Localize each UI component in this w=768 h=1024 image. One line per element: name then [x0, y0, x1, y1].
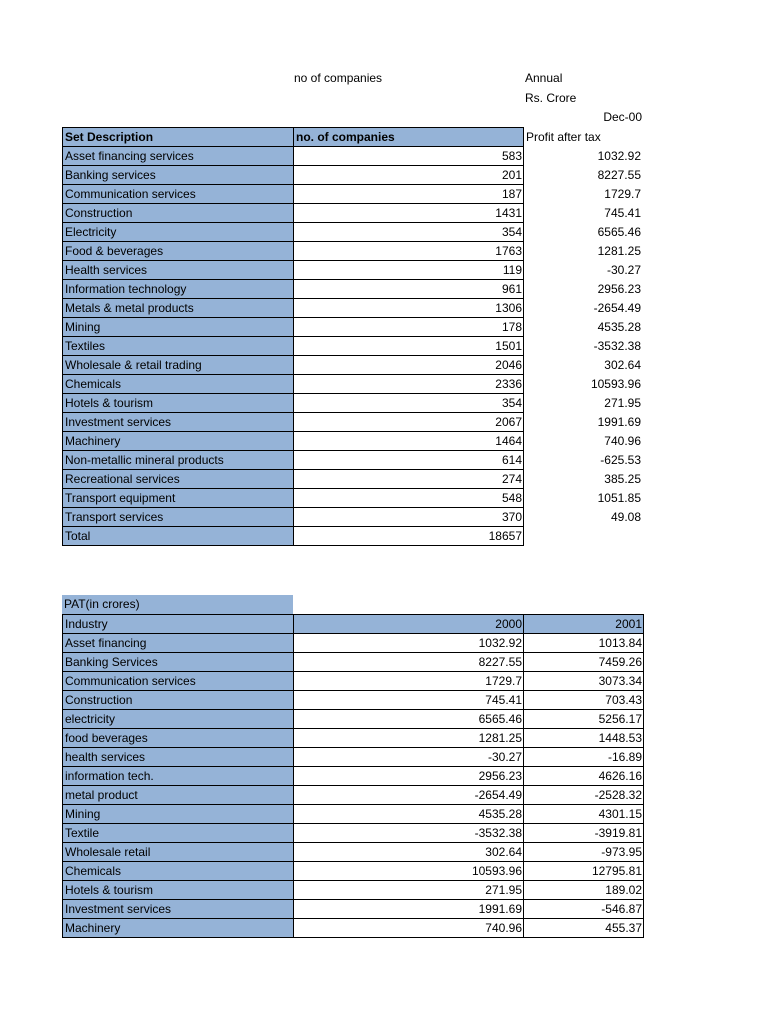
company-count-cell[interactable]: 614: [294, 451, 524, 470]
company-count-cell[interactable]: 354: [294, 223, 524, 242]
profit-cell[interactable]: 271.95: [604, 396, 641, 410]
company-count-cell[interactable]: 2067: [294, 413, 524, 432]
pat-2001-cell[interactable]: 703.43: [524, 691, 644, 710]
profit-cell[interactable]: 1991.69: [597, 415, 641, 429]
industry-cell[interactable]: Hotels & tourism: [63, 881, 294, 900]
set-description-cell[interactable]: Hotels & tourism: [63, 394, 294, 413]
set-description-cell[interactable]: Transport services: [63, 508, 294, 527]
table-row: [63, 223, 643, 242]
pat-2000-cell[interactable]: 6565.46: [294, 710, 524, 729]
header-profit-after-tax[interactable]: Profit after tax: [526, 130, 601, 144]
table-row: [63, 147, 643, 166]
pat-2001-cell[interactable]: -973.95: [524, 843, 644, 862]
set-description-cell[interactable]: Health services: [63, 261, 294, 280]
set-description-cell[interactable]: Mining: [63, 318, 294, 337]
pat-2001-cell[interactable]: 5256.17: [524, 710, 644, 729]
pat-2001-cell[interactable]: 455.37: [524, 919, 644, 938]
pat-table: [62, 614, 644, 938]
header-set-description[interactable]: Set Description: [63, 128, 294, 147]
companies-table: [62, 127, 643, 546]
set-description-cell[interactable]: Construction: [63, 204, 294, 223]
table-row: [63, 691, 644, 710]
profit-cell[interactable]: 8227.55: [597, 168, 641, 182]
empty-cell: [524, 527, 643, 546]
header-no-of-companies[interactable]: no. of companies: [294, 128, 524, 147]
industry-cell[interactable]: Mining: [63, 805, 294, 824]
table-row: [63, 185, 643, 204]
company-count-cell[interactable]: 1763: [294, 242, 524, 261]
profit-cell[interactable]: -3532.38: [593, 339, 641, 353]
table-row: [63, 166, 643, 185]
pat-2001-cell[interactable]: 1013.84: [524, 634, 644, 653]
industry-cell[interactable]: Chemicals: [63, 862, 294, 881]
profit-cell[interactable]: 385.25: [604, 472, 641, 486]
table-row: [63, 710, 644, 729]
profit-cell[interactable]: 2956.23: [597, 282, 641, 296]
pat-2001-cell[interactable]: 3073.34: [524, 672, 644, 691]
table-row: [63, 432, 643, 451]
table-row: [63, 261, 643, 280]
table-row: [63, 337, 643, 356]
table-row: [63, 242, 643, 261]
pat-2001-cell[interactable]: 1448.53: [524, 729, 644, 748]
pat-2001-cell[interactable]: -16.89: [524, 748, 644, 767]
company-count-cell[interactable]: 274: [294, 470, 524, 489]
pat-2000-cell[interactable]: 745.41: [294, 691, 524, 710]
company-count-cell[interactable]: 548: [294, 489, 524, 508]
company-count-cell[interactable]: 354: [294, 394, 524, 413]
set-description-cell[interactable]: Non-metallic mineral products: [63, 451, 294, 470]
industry-cell[interactable]: Banking Services: [63, 653, 294, 672]
pat-2000-cell[interactable]: 8227.55: [294, 653, 524, 672]
pat-2000-cell[interactable]: 740.96: [294, 919, 524, 938]
industry-cell[interactable]: metal product: [63, 786, 294, 805]
company-count-cell[interactable]: 2046: [294, 356, 524, 375]
pat-2001-cell[interactable]: 4301.15: [524, 805, 644, 824]
set-description-cell[interactable]: Communication services: [63, 185, 294, 204]
set-description-cell[interactable]: Wholesale & retail trading: [63, 356, 294, 375]
set-description-cell[interactable]: Recreational services: [63, 470, 294, 489]
pat-2000-cell[interactable]: 271.95: [294, 881, 524, 900]
company-count-cell[interactable]: 1431: [294, 204, 524, 223]
pat-2000-cell[interactable]: 1281.25: [294, 729, 524, 748]
no-of-companies-heading: no of companies: [294, 71, 383, 85]
profit-cell[interactable]: -625.53: [600, 453, 641, 467]
company-count-cell[interactable]: 1306: [294, 299, 524, 318]
date-label: Dec-00: [603, 110, 642, 124]
set-description-cell[interactable]: Transport equipment: [63, 489, 294, 508]
table-row: [63, 280, 643, 299]
pat-2001-cell[interactable]: 7459.26: [524, 653, 644, 672]
profit-cell[interactable]: 1281.25: [597, 244, 641, 258]
table-row: [63, 919, 644, 938]
pat-2001-cell[interactable]: 189.02: [524, 881, 644, 900]
header-2000[interactable]: 2000: [294, 615, 524, 634]
profit-cell[interactable]: 1729.7: [604, 187, 641, 201]
set-description-cell[interactable]: Asset financing services: [63, 147, 294, 166]
table-row: [63, 672, 644, 691]
set-description-cell[interactable]: Metals & metal products: [63, 299, 294, 318]
industry-cell[interactable]: food beverages: [63, 729, 294, 748]
table-row: [63, 394, 643, 413]
company-count-cell[interactable]: 370: [294, 508, 524, 527]
industry-cell[interactable]: health services: [63, 748, 294, 767]
table-row: [63, 843, 644, 862]
company-count-cell[interactable]: 187: [294, 185, 524, 204]
industry-cell[interactable]: Construction: [63, 691, 294, 710]
table-row: [63, 748, 644, 767]
table-row: [63, 356, 643, 375]
pat-2001-cell[interactable]: -546.87: [524, 900, 644, 919]
pat-2000-cell[interactable]: -3532.38: [294, 824, 524, 843]
industry-cell[interactable]: Machinery: [63, 919, 294, 938]
table-row: [63, 470, 643, 489]
profit-cell[interactable]: 745.41: [604, 206, 641, 220]
table-row: [63, 634, 644, 653]
company-count-cell[interactable]: 2336: [294, 375, 524, 394]
company-count-cell[interactable]: 1464: [294, 432, 524, 451]
table-row: [63, 881, 644, 900]
pat-2000-cell[interactable]: 1729.7: [294, 672, 524, 691]
table-row: [63, 862, 644, 881]
profit-cell[interactable]: 1032.92: [597, 149, 641, 163]
table-row: [63, 375, 643, 394]
pat-2001-cell[interactable]: -3919.81: [524, 824, 644, 843]
pat-2000-cell[interactable]: 4535.28: [294, 805, 524, 824]
set-description-cell[interactable]: Banking services: [63, 166, 294, 185]
company-count-cell[interactable]: 119: [294, 261, 524, 280]
total-count-cell[interactable]: 18657: [294, 527, 524, 546]
set-description-cell[interactable]: Electricity: [63, 223, 294, 242]
profit-cell[interactable]: 49.08: [610, 510, 641, 524]
total-row: [63, 527, 643, 546]
industry-cell[interactable]: Wholesale retail: [63, 843, 294, 862]
company-count-cell[interactable]: 1501: [294, 337, 524, 356]
company-count-cell[interactable]: 201: [294, 166, 524, 185]
pat-2000-cell[interactable]: 1991.69: [294, 900, 524, 919]
table-row: [63, 729, 644, 748]
pat-2000-cell[interactable]: 302.64: [294, 843, 524, 862]
set-description-cell[interactable]: Food & beverages: [63, 242, 294, 261]
pat-2000-cell[interactable]: 1032.92: [294, 634, 524, 653]
table-row: [63, 451, 643, 470]
table-row: [63, 653, 644, 672]
profit-cell[interactable]: 740.96: [604, 434, 641, 448]
table-header-row: [63, 128, 643, 147]
annual-label: Annual: [525, 71, 563, 85]
industry-cell[interactable]: information tech.: [63, 767, 294, 786]
table-row: [63, 489, 643, 508]
table-row: [63, 299, 643, 318]
profit-cell[interactable]: 10593.96: [590, 377, 641, 391]
company-count-cell[interactable]: 178: [294, 318, 524, 337]
currency-label: Rs. Crore: [525, 91, 577, 105]
profit-cell[interactable]: 4535.28: [597, 320, 641, 334]
header-2001[interactable]: 2001: [524, 615, 644, 634]
set-description-cell[interactable]: Machinery: [63, 432, 294, 451]
table-row: [63, 318, 643, 337]
industry-cell[interactable]: electricity: [63, 710, 294, 729]
table-row: [63, 508, 643, 527]
pat-2001-cell[interactable]: 12795.81: [524, 862, 644, 881]
profit-cell[interactable]: 6565.46: [597, 225, 641, 239]
table-row: [63, 900, 644, 919]
table-row: [63, 204, 643, 223]
pat-2000-cell[interactable]: 2956.23: [294, 767, 524, 786]
industry-cell[interactable]: Communication services: [63, 672, 294, 691]
pat-2000-cell[interactable]: -2654.49: [294, 786, 524, 805]
company-count-cell[interactable]: 961: [294, 280, 524, 299]
set-description-cell[interactable]: Information technology: [63, 280, 294, 299]
set-description-cell[interactable]: Investment services: [63, 413, 294, 432]
profit-cell[interactable]: 302.64: [604, 358, 641, 372]
table-header-row: [63, 615, 644, 634]
industry-cell[interactable]: Textile: [63, 824, 294, 843]
table-row: [63, 786, 644, 805]
table-row: [63, 413, 643, 432]
pat-2000-cell[interactable]: 10593.96: [294, 862, 524, 881]
total-label-cell[interactable]: Total: [63, 527, 294, 546]
industry-cell[interactable]: Asset financing: [63, 634, 294, 653]
industry-cell[interactable]: Investment services: [63, 900, 294, 919]
profit-cell[interactable]: -2654.49: [593, 301, 641, 315]
profit-cell[interactable]: 1051.85: [597, 491, 641, 505]
table-row: [63, 767, 644, 786]
pat-2000-cell[interactable]: -30.27: [294, 748, 524, 767]
pat-table-title: PAT(in crores): [62, 595, 293, 614]
profit-cell[interactable]: -30.27: [606, 263, 641, 277]
company-count-cell[interactable]: 583: [294, 147, 524, 166]
table-row: [63, 824, 644, 843]
pat-2001-cell[interactable]: 4626.16: [524, 767, 644, 786]
pat-2001-cell[interactable]: -2528.32: [524, 786, 644, 805]
header-industry[interactable]: Industry: [63, 615, 294, 634]
set-description-cell[interactable]: Textiles: [63, 337, 294, 356]
set-description-cell[interactable]: Chemicals: [63, 375, 294, 394]
table-row: [63, 805, 644, 824]
